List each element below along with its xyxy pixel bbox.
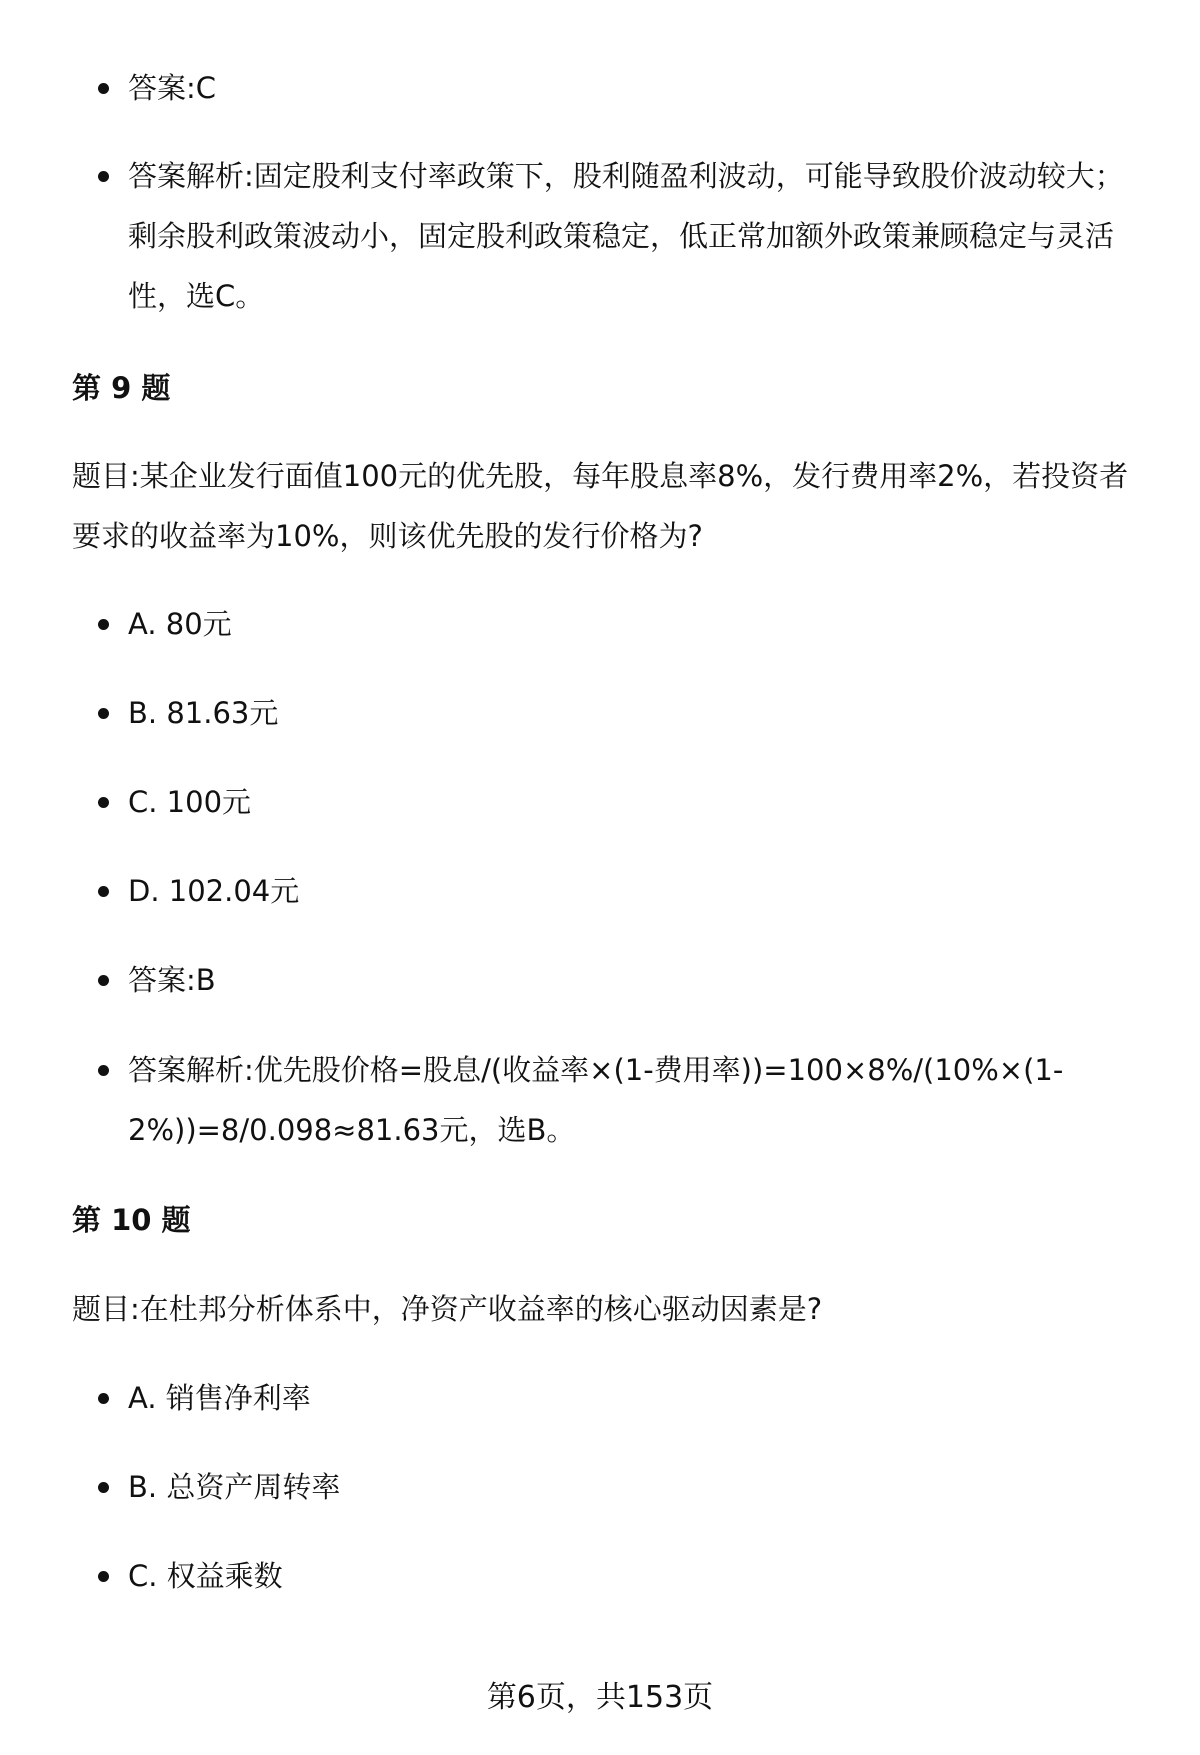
- q9-analysis: [128, 1040, 1148, 1160]
- q9-answer: [128, 950, 1148, 1010]
- q9-option-c-text: C. 100元: [128, 785, 252, 819]
- q9-option-a: [128, 594, 1148, 654]
- q8-answer: [128, 58, 1148, 118]
- q8-answer-text: 答案:C: [128, 71, 217, 105]
- q10-option-b-text: B. 总资产周转率: [128, 1470, 341, 1504]
- bullet-icon: [98, 1571, 109, 1582]
- q9-option-b-text: B. 81.63元: [128, 696, 279, 730]
- q9-heading: 第 9 题: [72, 371, 171, 405]
- q10-option-c: [128, 1546, 1148, 1606]
- bullet-icon: [98, 619, 109, 630]
- bullet-icon: [98, 1482, 109, 1493]
- bullet-icon: [98, 1393, 109, 1404]
- q9-question: 题目:某企业发行面值100元的优先股，每年股息率8%，发行费用率2%，若投资者要求的收益率为10%，则该优先股的发行价格为?: [72, 459, 1129, 553]
- q10-option-a: [128, 1368, 1148, 1428]
- bullet-icon: [98, 886, 109, 897]
- q10-question: 题目:在杜邦分析体系中，净资产收益率的核心驱动因素是?: [72, 1292, 823, 1326]
- q9-option-b: [128, 683, 1148, 743]
- q10-option-b: [128, 1457, 1148, 1517]
- bullet-icon: [98, 708, 109, 719]
- bullet-icon: [98, 83, 109, 94]
- q9-option-d: [128, 861, 1148, 921]
- q10-option-c-text: C. 权益乘数: [128, 1559, 283, 1593]
- bullet-icon: [98, 975, 109, 986]
- q9-option-c: [128, 772, 1148, 832]
- bullet-icon: [98, 1065, 109, 1076]
- q10-heading: 第 10 题: [72, 1203, 191, 1237]
- q9-answer-text: 答案:B: [128, 963, 216, 997]
- q8-analysis: [128, 146, 1148, 326]
- q9-analysis-text: 答案解析:优先股价格=股息/(收益率×(1-费用率))=100×8%/(10%×(1-2%))=8/0.098≈81.63元，选B。: [128, 1053, 1064, 1147]
- q9-option-a-text: A. 80元: [128, 607, 232, 641]
- q10-option-a-text: A. 销售净利率: [128, 1381, 311, 1415]
- page-indicator: 第6页，共153页: [486, 1680, 714, 1715]
- q9-option-d-text: D. 102.04元: [128, 874, 300, 908]
- bullet-icon: [98, 171, 109, 182]
- bullet-icon: [98, 797, 109, 808]
- q8-analysis-text: 答案解析:固定股利支付率政策下，股利随盈利波动，可能导致股价波动较大；剩余股利政策波动小，固定股利政策稳定，低正常加额外政策兼顾稳定与灵活性，选C。: [128, 159, 1124, 313]
